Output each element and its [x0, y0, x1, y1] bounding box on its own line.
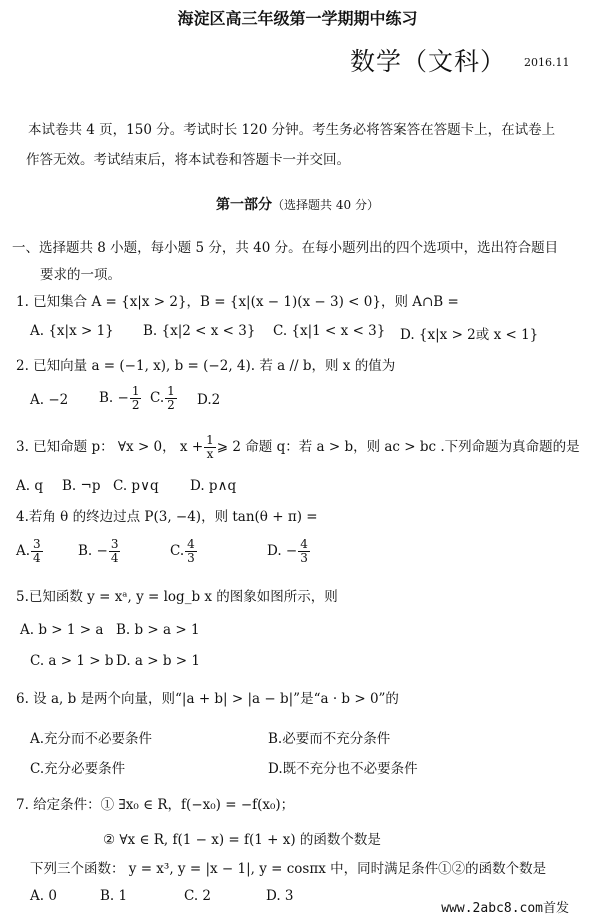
- q5-option-b: B. b > a > 1: [116, 622, 200, 638]
- q1-option-d: D. {x|x > 2或 x < 1}: [400, 327, 539, 343]
- fraction-numerator: 3: [110, 537, 119, 551]
- fraction-numerator: 4: [187, 537, 195, 551]
- question-3-stem: [16, 434, 580, 461]
- q6-option-c: C.充分必要条件: [30, 761, 126, 777]
- fraction-three-quarters: [31, 538, 43, 565]
- q4-option-b: [78, 538, 121, 565]
- q2-option-c-label: C.: [150, 390, 165, 406]
- q6-option-b: B.必要而不充分条件: [268, 731, 391, 747]
- question-7-stem: 下列三个函数： y = x³, y = |x − 1|, y = cosπx 中，同时满足条件①②的函数个数是: [30, 861, 547, 877]
- q6-option-a: A.充分而不必要条件: [30, 731, 153, 747]
- fraction-denominator: 2: [167, 398, 175, 412]
- q4-option-c-label: C.: [170, 543, 185, 559]
- exam-date: 2016.11: [524, 56, 570, 69]
- q2-option-b-label: B. −: [99, 390, 129, 406]
- section-subtitle: （选择题共 40 分）: [272, 198, 379, 212]
- part-instructions-line1: 一、选择题共 8 小题，每小题 5 分，共 40 分。在每小题列出的四个选项中，选出符合题目: [12, 240, 559, 256]
- fraction-one-half: [130, 385, 142, 412]
- fraction-denominator: 4: [110, 551, 119, 565]
- q1-option-a: A. {x|x > 1}: [30, 323, 114, 339]
- question-2-stem: 2. 已知向量 a = (−1, x), b = (−2, 4). 若 a // b，则 x 的值为: [16, 358, 396, 374]
- fraction-numerator: 1: [206, 433, 214, 447]
- fraction-four-thirds: [298, 538, 310, 565]
- q3-option-c: C. p∨q: [113, 478, 159, 494]
- question-5-stem: 5.已知函数 y = xᵃ, y = log_b x 的图象如图所示，则: [16, 589, 338, 605]
- q4-option-d: [267, 538, 311, 565]
- subject-title: 数学（文科）: [350, 47, 507, 76]
- q4-option-a-label: A.: [16, 543, 31, 559]
- q2-option-b: [99, 385, 142, 412]
- part-instructions-line2: 要求的一项。: [40, 267, 121, 283]
- exam-title: 海淀区高三年级第一学期期中练习: [177, 9, 418, 28]
- intro-paragraph: 本试卷共 4 页，150 分。考试时长 120 分钟。考生务必将答案答在答题卡上，在试卷上作答无效。考试结束后，将本试卷和答题卡一并交回。: [26, 122, 556, 168]
- fraction-denominator: 3: [187, 551, 195, 565]
- q4-option-a: [16, 538, 44, 565]
- q7-option-d: D. 3: [266, 888, 294, 904]
- fraction-numerator: 1: [131, 384, 140, 398]
- question-1-stem: 1. 已知集合 A = {x|x > 2}，B = {x|(x − 1)(x − 3) < 0}，则 A∩B =: [16, 294, 459, 310]
- question-4-stem: 4.若角 θ 的终边过点 P(3, −4)，则 tan(θ + π) =: [16, 509, 318, 525]
- q7-option-a: A. 0: [30, 888, 57, 904]
- fraction-numerator: 1: [167, 384, 175, 398]
- q2-option-c: [150, 385, 178, 412]
- q4-option-c: [170, 538, 198, 565]
- q5-option-c: C. a > 1 > b: [30, 653, 114, 669]
- fraction-denominator: x: [206, 447, 214, 461]
- q1-option-c: C. {x|1 < x < 3}: [273, 323, 386, 339]
- fraction-numerator: 3: [33, 537, 41, 551]
- fraction-one-half: [165, 385, 177, 412]
- q4-option-b-label: B. −: [78, 543, 108, 559]
- fraction-three-quarters: [109, 538, 121, 565]
- question-3-stem-part-a: 3. 已知命题 p： ∀x > 0， x +: [16, 439, 204, 455]
- q3-option-b: B. ¬p: [62, 478, 101, 494]
- q4-option-d-label: D. −: [267, 543, 298, 559]
- fraction-four-thirds: [185, 538, 197, 565]
- fraction-denominator: 3: [300, 551, 308, 565]
- q1-option-b: B. {x|2 < x < 3}: [143, 323, 256, 339]
- q2-option-d: D.2: [197, 392, 221, 408]
- section-title: 第一部分: [216, 197, 273, 213]
- q5-option-d: D. a > b > 1: [116, 653, 200, 669]
- fraction-one-over-x: [204, 434, 216, 461]
- question-3-stem-part-b: ⩾ 2 命题 q：若 a > b，则 ac > bc .下列命题为真命题的是: [216, 439, 580, 455]
- question-6-stem: 6. 设 a, b 是两个向量，则“|a + b| > |a − b|”是“a · b > 0”的: [16, 691, 399, 707]
- question-7-condition-1: 7. 给定条件：① ∃x₀ ∈ R，f(−x₀) = −f(x₀)；: [16, 797, 295, 813]
- fraction-numerator: 4: [300, 537, 308, 551]
- section-heading: [0, 194, 595, 214]
- q7-option-c: C. 2: [184, 888, 212, 904]
- q3-option-d: D. p∧q: [190, 478, 237, 494]
- q2-option-a: A. −2: [30, 392, 69, 408]
- q6-option-d: D.既不充分也不必要条件: [268, 761, 418, 777]
- fraction-denominator: 2: [131, 398, 140, 412]
- fraction-denominator: 4: [33, 551, 41, 565]
- footer-watermark: www.2abc8.com首发: [441, 901, 569, 916]
- q3-option-a: A. q: [16, 478, 43, 494]
- q7-option-b: B. 1: [100, 888, 128, 904]
- question-7-condition-2: ② ∀x ∈ R, f(1 − x) = f(1 + x) 的函数个数是: [103, 832, 381, 848]
- q5-option-a: A. b > 1 > a: [20, 622, 104, 638]
